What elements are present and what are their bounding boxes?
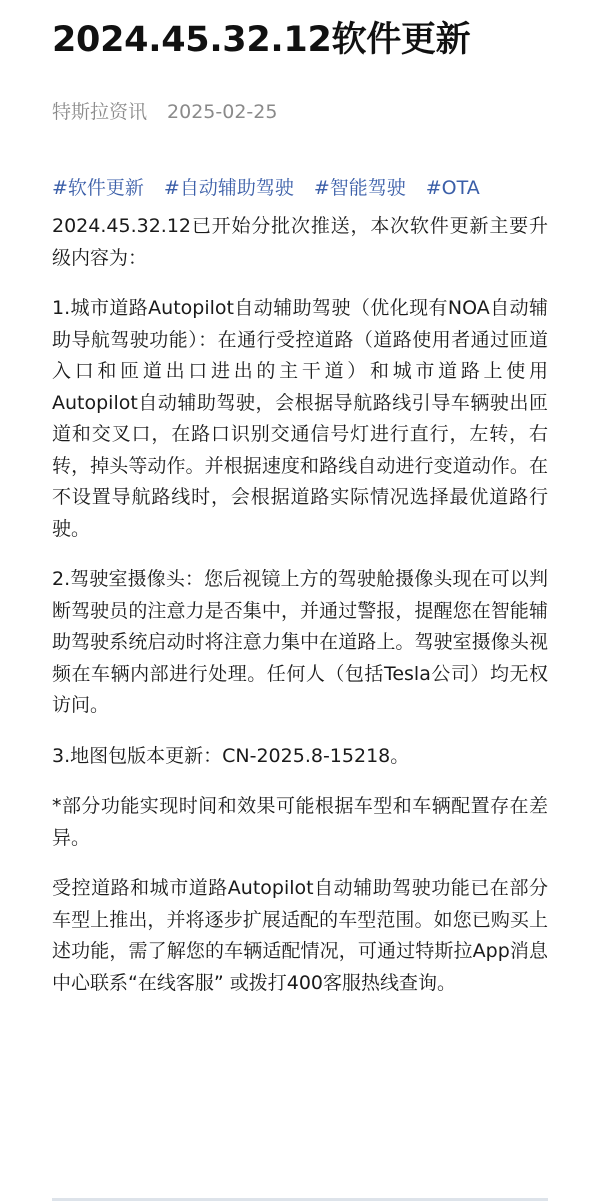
tag-smart-driving[interactable]: #智能驾驶 (313, 177, 406, 199)
article-date: 2025-02-25 (167, 101, 278, 123)
article-meta (52, 98, 548, 126)
tag-list (52, 174, 548, 202)
article-title: 2024.45.32.12软件更新 (52, 20, 471, 60)
tag-autopilot[interactable]: #自动辅助驾驶 (163, 177, 294, 199)
item-map-update: 3.地图包版本更新：CN-2025.8-15218。 (52, 744, 410, 767)
tag-ota[interactable]: #OTA (425, 177, 480, 199)
tag-software-update[interactable]: #软件更新 (52, 177, 144, 199)
article-source[interactable]: 特斯拉资讯 (52, 101, 148, 123)
item-city-autopilot: 1.城市道路Autopilot自动辅助驾驶（优化现有NOA自动辅助导航驾驶功能）：在通行受控道路（道路使用者通过匝道入口和匝道出口进出的主干道）和城市道路上使用Autopilot自动辅助驾驶，会根据导航路线引导车辆驶出匝道和交叉口，在路口识别交通信号灯进行直行，左转，右转，掉头等动作。并根据速度和路线自动进行变道动作。在不设置导航路线时，会根据道路实际情况选择最优道路行驶。 (52, 297, 548, 540)
note-paragraph: *部分功能实现时间和效果可能根据车型和车辆配置存在差异。 (52, 795, 548, 849)
closing-paragraph: 受控道路和城市道路Autopilot自动辅助驾驶功能已在部分车型上推出，并将逐步扩展适配的车型范围。如您已购买上述功能，需了解您的车辆适配情况，可通过特斯拉App消息中心联系“在线客服” 或拨打400客服热线查询。 (52, 877, 548, 994)
item-cabin-camera: 2.驾驶室摄像头：您后视镜上方的驾驶舱摄像头现在可以判断驾驶员的注意力是否集中，并通过警报，提醒您在智能辅助驾驶系统启动时将注意力集中在道路上。驾驶室摄像头视频在车辆内部进行处理。任何人（包括Tesla公司）均无权访问。 (52, 568, 548, 716)
intro-paragraph: 2024.45.32.12已开始分批次推送，本次软件更新主要升级内容为： (52, 215, 548, 269)
